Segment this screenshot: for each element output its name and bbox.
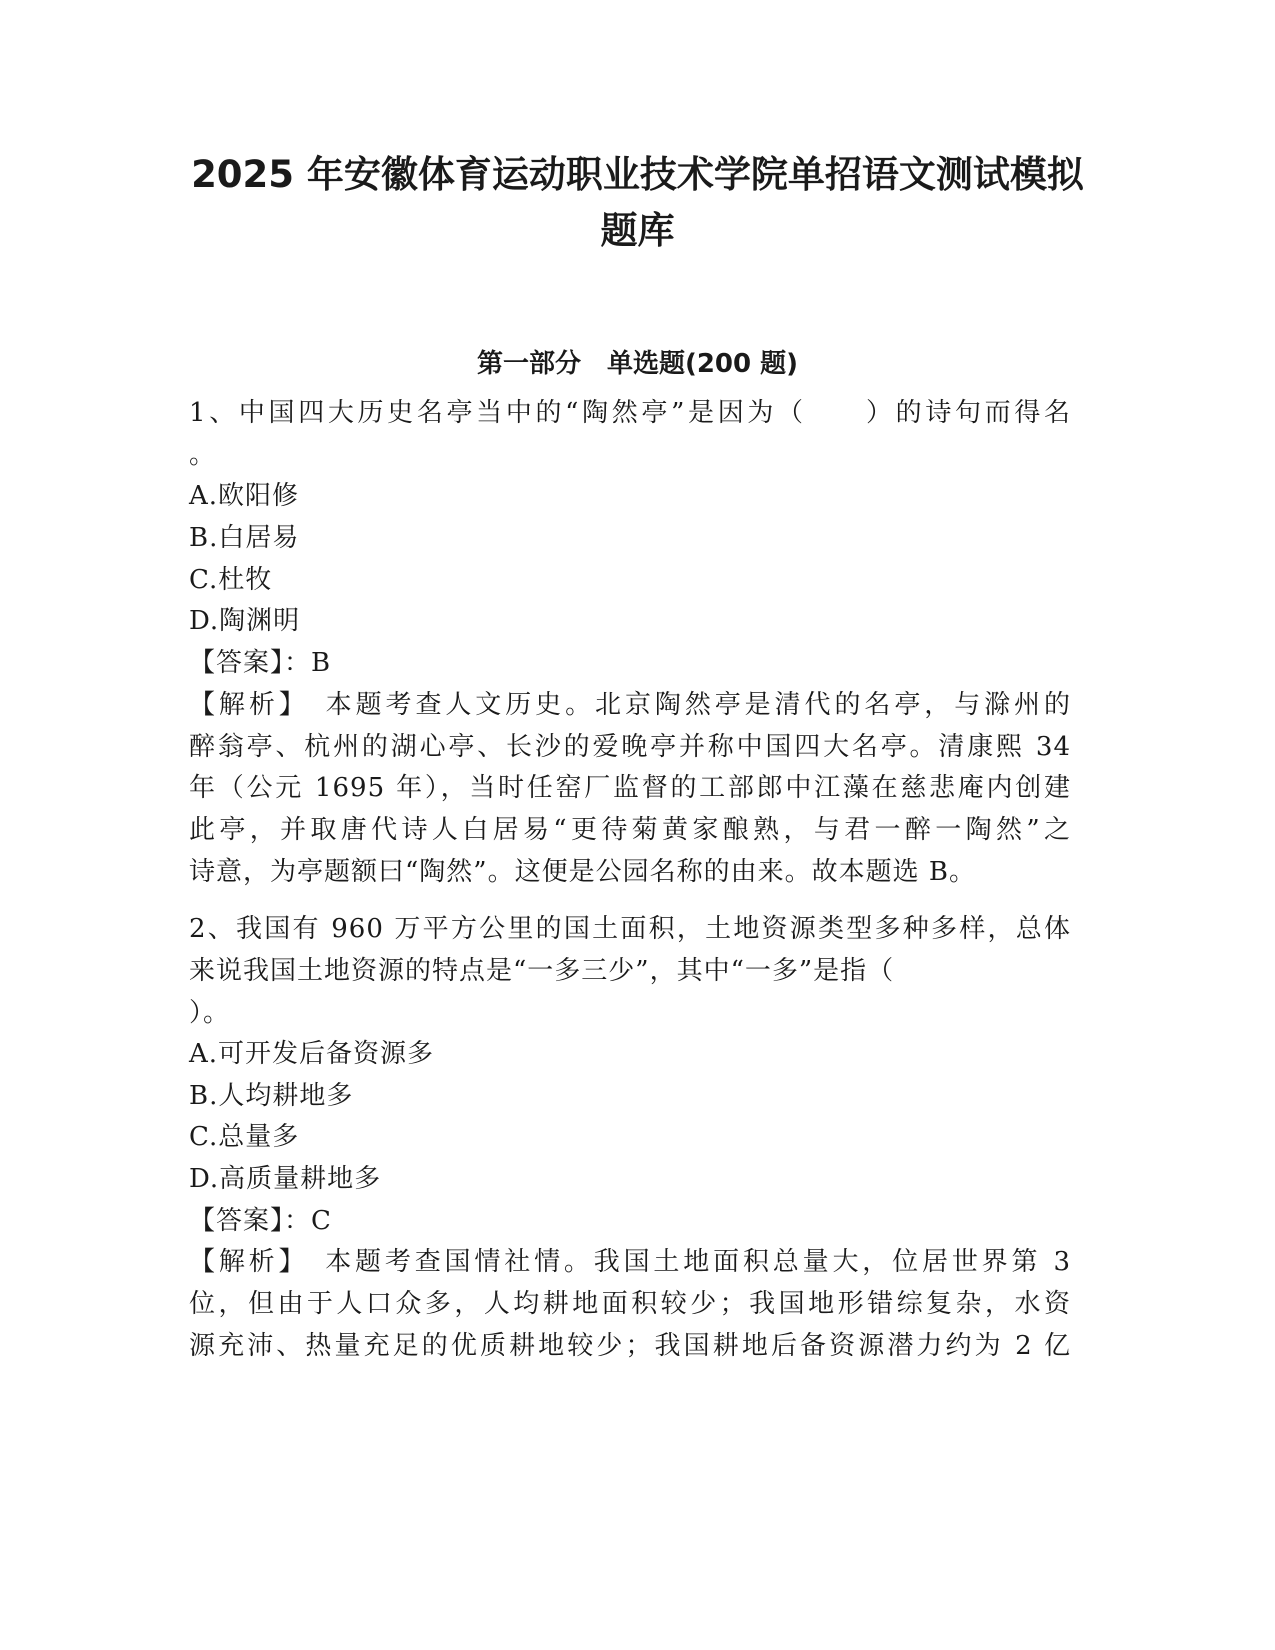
question-2-option-d: D.高质量耕地多	[189, 1164, 382, 1194]
question-1-option-b: B.白居易	[189, 523, 300, 553]
question-1-stem-line-1: 1、中国四大历史名亭当中的“陶然亭”是因为（ ）的诗句而得名	[189, 398, 1071, 428]
question-2-option-c: C.总量多	[189, 1122, 300, 1152]
question-2-stem-line-1: 2、我国有 960 万平方公里的国土面积，土地资源类型多种多样，总体	[189, 914, 1071, 944]
question-2-analysis-line-3: 源充沛、热量充足的优质耕地较少；我国耕地后备资源潜力约为 2 亿	[189, 1331, 1071, 1361]
question-1-analysis-line-1: 【解析】 本题考查人文历史。北京陶然亭是清代的名亭，与滁州的	[189, 690, 1071, 720]
question-2-stem-line-2: 来说我国土地资源的特点是“一多三少”，其中“一多”是指（	[189, 956, 895, 986]
question-1-option-a: A.欧阳修	[189, 481, 300, 511]
question-2-option-b: B.人均耕地多	[189, 1081, 354, 1111]
section-heading: 第一部分 单选题(200 题)	[476, 349, 799, 379]
question-2-option-a: A.可开发后备资源多	[189, 1039, 435, 1069]
question-1-stem-line-2: 。	[189, 440, 217, 470]
document-title-line-1: 2025 年安徽体育运动职业技术学院单招语文测试模拟	[191, 153, 1084, 196]
question-1-analysis-line-2: 醉翁亭、杭州的湖心亭、长沙的爱晚亭并称中国四大名亭。清康熙 34	[189, 732, 1071, 762]
question-1-analysis-line-5: 诗意，为亭题额曰“陶然”。这便是公园名称的由来。故本题选 B。	[189, 857, 976, 887]
question-1-analysis-line-3: 年（公元 1695 年），当时任窑厂监督的工部郎中江藻在慈悲庵内创建	[189, 773, 1071, 803]
question-2-stem-line-3: ）。	[189, 998, 231, 1028]
question-2-answer: 【答案】：C	[189, 1206, 332, 1236]
question-1-analysis-line-4: 此亭，并取唐代诗人白居易“更待菊黄家酿熟，与君一醉一陶然”之	[189, 815, 1071, 845]
question-1-answer: 【答案】：B	[189, 648, 332, 678]
question-1-option-c: C.杜牧	[189, 565, 273, 595]
document-title-line-2: 题库	[600, 209, 675, 252]
question-2-analysis-line-1: 【解析】 本题考查国情社情。我国土地面积总量大，位居世界第 3	[189, 1247, 1071, 1277]
question-2-analysis-line-2: 位，但由于人口众多，人均耕地面积较少；我国地形错综复杂，水资	[189, 1289, 1071, 1319]
question-1-option-d: D.陶渊明	[189, 606, 301, 636]
